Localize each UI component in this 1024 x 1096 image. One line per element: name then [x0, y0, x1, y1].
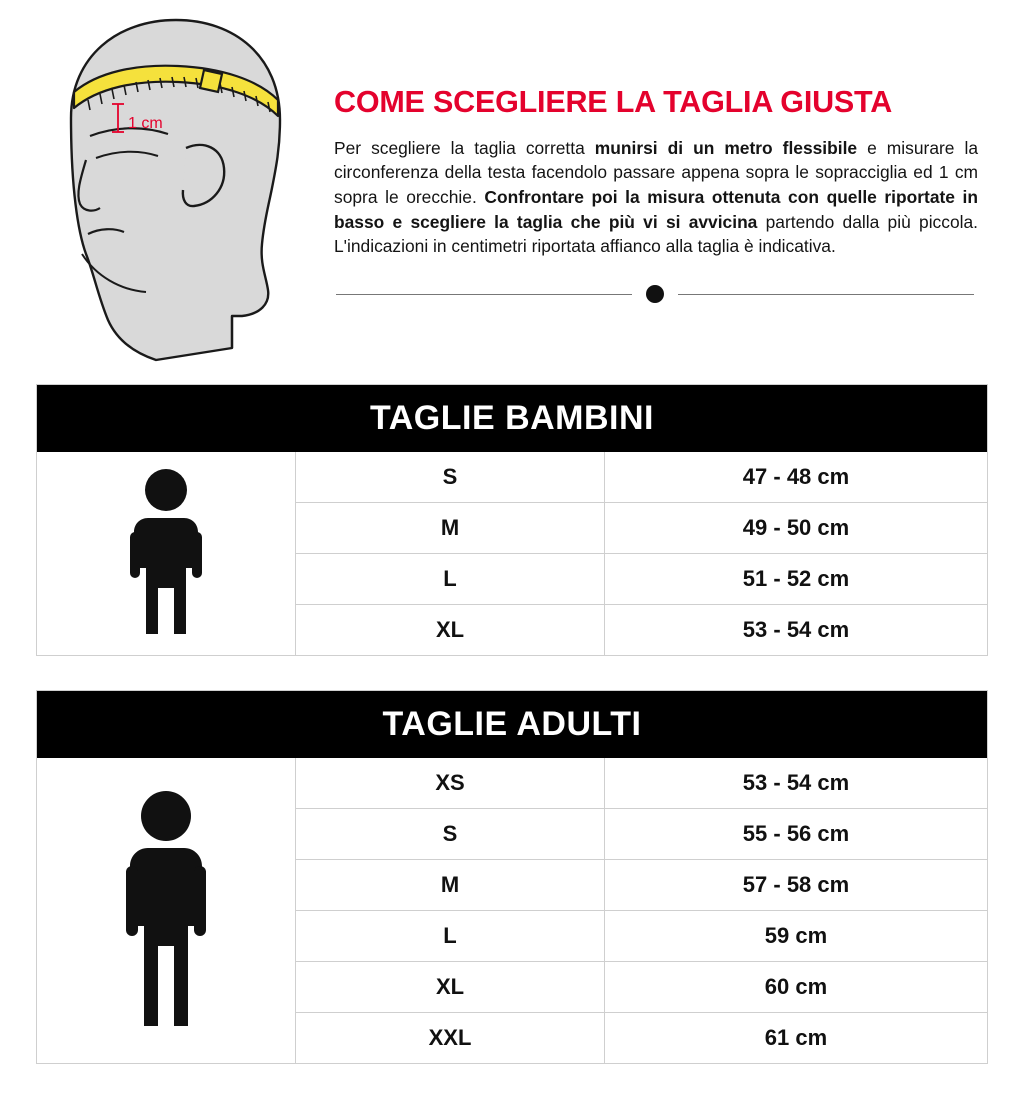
size-table-bambini: [36, 384, 988, 656]
size-measure: 53 - 54 cm: [742, 617, 850, 642]
adult-figure-icon: [106, 786, 226, 1036]
table-row: [296, 911, 987, 962]
head-measurement-illustration: [36, 8, 326, 368]
one-cm-label: 1 cm: [128, 115, 163, 132]
size-label: S: [296, 452, 605, 502]
size-label: XS: [296, 758, 605, 808]
table-row: [296, 1013, 987, 1063]
table-row: [296, 809, 987, 860]
size-table-adulti: [36, 690, 988, 1064]
page-title: COME SCEGLIERE LA TAGLIA GIUSTA: [334, 85, 893, 119]
bambini-rows: [296, 452, 987, 655]
table-title-adulti: TAGLIE ADULTI: [37, 691, 987, 758]
section-divider: [336, 285, 974, 303]
size-measure: 49 - 50 cm: [742, 515, 850, 540]
size-label: M: [296, 860, 605, 910]
size-label: S: [296, 809, 605, 859]
child-figure-icon: [106, 464, 226, 644]
size-measure: 53 - 54 cm: [742, 770, 850, 795]
size-measure: 55 - 56 cm: [742, 821, 850, 846]
size-measure: 59 cm: [764, 923, 828, 948]
table-row: [296, 554, 987, 605]
size-label: L: [296, 911, 605, 961]
size-measure: 47 - 48 cm: [742, 464, 850, 489]
size-measure: 51 - 52 cm: [742, 566, 850, 591]
divider-dot: [646, 285, 664, 303]
divider-line-right: [678, 294, 974, 295]
size-label: XL: [296, 962, 605, 1012]
table-row: [296, 860, 987, 911]
divider-line-left: [336, 294, 632, 295]
table-row: [296, 605, 987, 655]
size-label: L: [296, 554, 605, 604]
table-row: [296, 452, 987, 503]
head-diagram-svg: [36, 8, 326, 368]
adult-figure-cell: [37, 758, 296, 1063]
table-row: [296, 503, 987, 554]
table-row: [296, 962, 987, 1013]
adulti-rows: [296, 758, 987, 1063]
intro-text-block: [326, 8, 988, 303]
intro-section: [0, 0, 1024, 368]
child-figure-cell: [37, 452, 296, 655]
size-label: XXL: [296, 1013, 605, 1063]
intro-paragraph: Per scegliere la taglia corretta munirsi di un metro flessibile e misurare la circonferenza della testa facendolo passare appena sopra le sopracciglia ed 1 cm sopra le orecchie. Confrontare poi la misura ottenuta con quelle riportate in basso e scegliere la taglia che più vi si avvicina partendo dalla più piccola. L'indicazioni in centimetri riportata affianco alla taglia è indicativa.: [334, 137, 978, 257]
size-measure: 61 cm: [764, 1025, 828, 1050]
size-label: M: [296, 503, 605, 553]
size-measure: 57 - 58 cm: [742, 872, 850, 897]
table-title-bambini: TAGLIE BAMBINI: [37, 385, 987, 452]
table-row: [296, 758, 987, 809]
size-measure: 60 cm: [764, 974, 828, 999]
size-label: XL: [296, 605, 605, 655]
